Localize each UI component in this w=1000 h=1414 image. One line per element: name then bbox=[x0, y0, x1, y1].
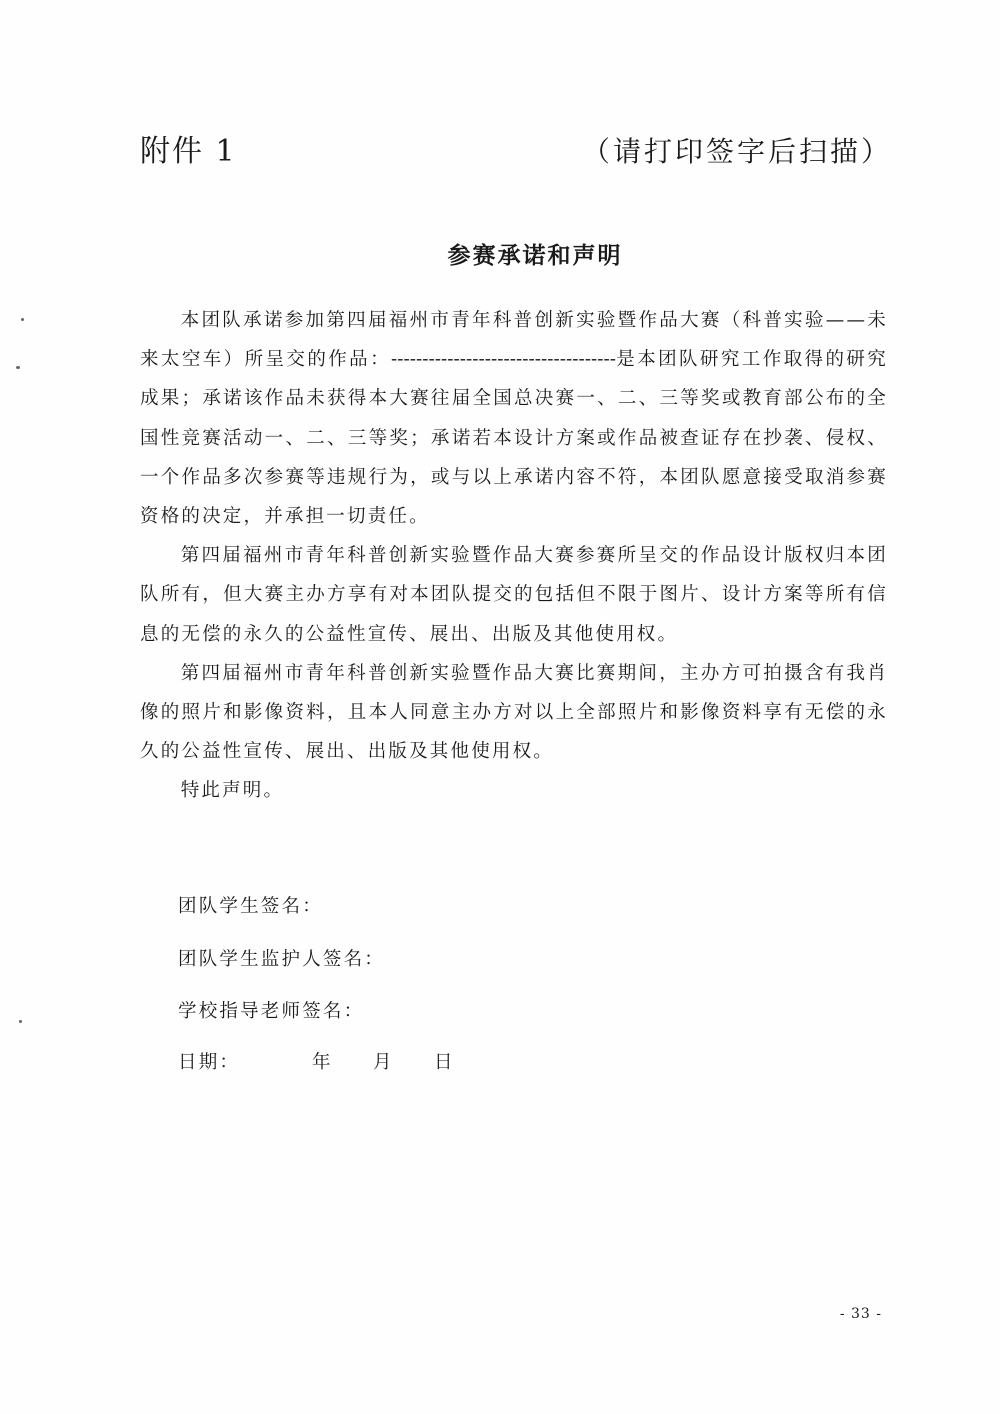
paragraph-declaration: 特此声明。 bbox=[180, 780, 285, 802]
document-body bbox=[140, 301, 888, 811]
date-month: 月 bbox=[373, 1052, 394, 1073]
paragraph-commitment bbox=[140, 301, 888, 536]
date-day: 日 bbox=[434, 1052, 455, 1073]
commitment-text-start: 本团队承诺参加第四届福州市青年科普创新实验暨作品大赛（科普实验——未来太空车）所呈交的作品： bbox=[140, 310, 888, 371]
attachment-label: 附件 1 bbox=[140, 134, 237, 169]
work-title-blank: ------------------------------------ bbox=[391, 349, 617, 371]
print-sign-instruction: （请打印签字后扫描） bbox=[581, 135, 892, 168]
paragraph-portrait-rights: 第四届福州市青年科普创新实验暨作品大赛比赛期间，主办方可拍摄含有我肖像的照片和影像资料，且本人同意主办方对以上全部照片和影像资料享有无偿的永久的公益性宣传、展出、出版及其他使用权。 bbox=[140, 662, 888, 763]
student-signature-label: 团队学生签名： bbox=[178, 896, 323, 917]
scan-speck bbox=[16, 366, 20, 369]
guardian-signature-label: 团队学生监护人签名： bbox=[178, 949, 386, 970]
date-label: 日期： bbox=[178, 1052, 241, 1073]
scan-speck bbox=[19, 1020, 22, 1023]
date-year: 年 bbox=[312, 1052, 333, 1073]
date-row bbox=[178, 1048, 498, 1076]
scan-speck bbox=[21, 318, 24, 321]
commitment-text-end: 是本团队研究工作取得的研究成果；承诺该作品未获得本大赛往届全国总决赛一、二、三等奖或教育部公布的全国性竞赛活动一、二、三等奖；承诺若本设计方案或作品被查证存在抄袭、侵权、一个作品多次参赛等违规行为，或与以上承诺内容不符，本团队愿意接受取消参赛资格的决定，并承担一切责任。 bbox=[140, 349, 888, 528]
teacher-signature-label: 学校指导老师签名： bbox=[178, 1001, 365, 1022]
document-title: 参赛承诺和声明 bbox=[447, 242, 623, 269]
paragraph-copyright: 第四届福州市青年科普创新实验暨作品大赛参赛所呈交的作品设计版权归本团队所有，但大赛主办方享有对本团队提交的包括但不限于图片、设计方案等所有信息的无偿的永久的公益性宣传、展出、出版及其他使用权。 bbox=[140, 545, 888, 645]
page-number: - 33 - bbox=[839, 1306, 882, 1322]
